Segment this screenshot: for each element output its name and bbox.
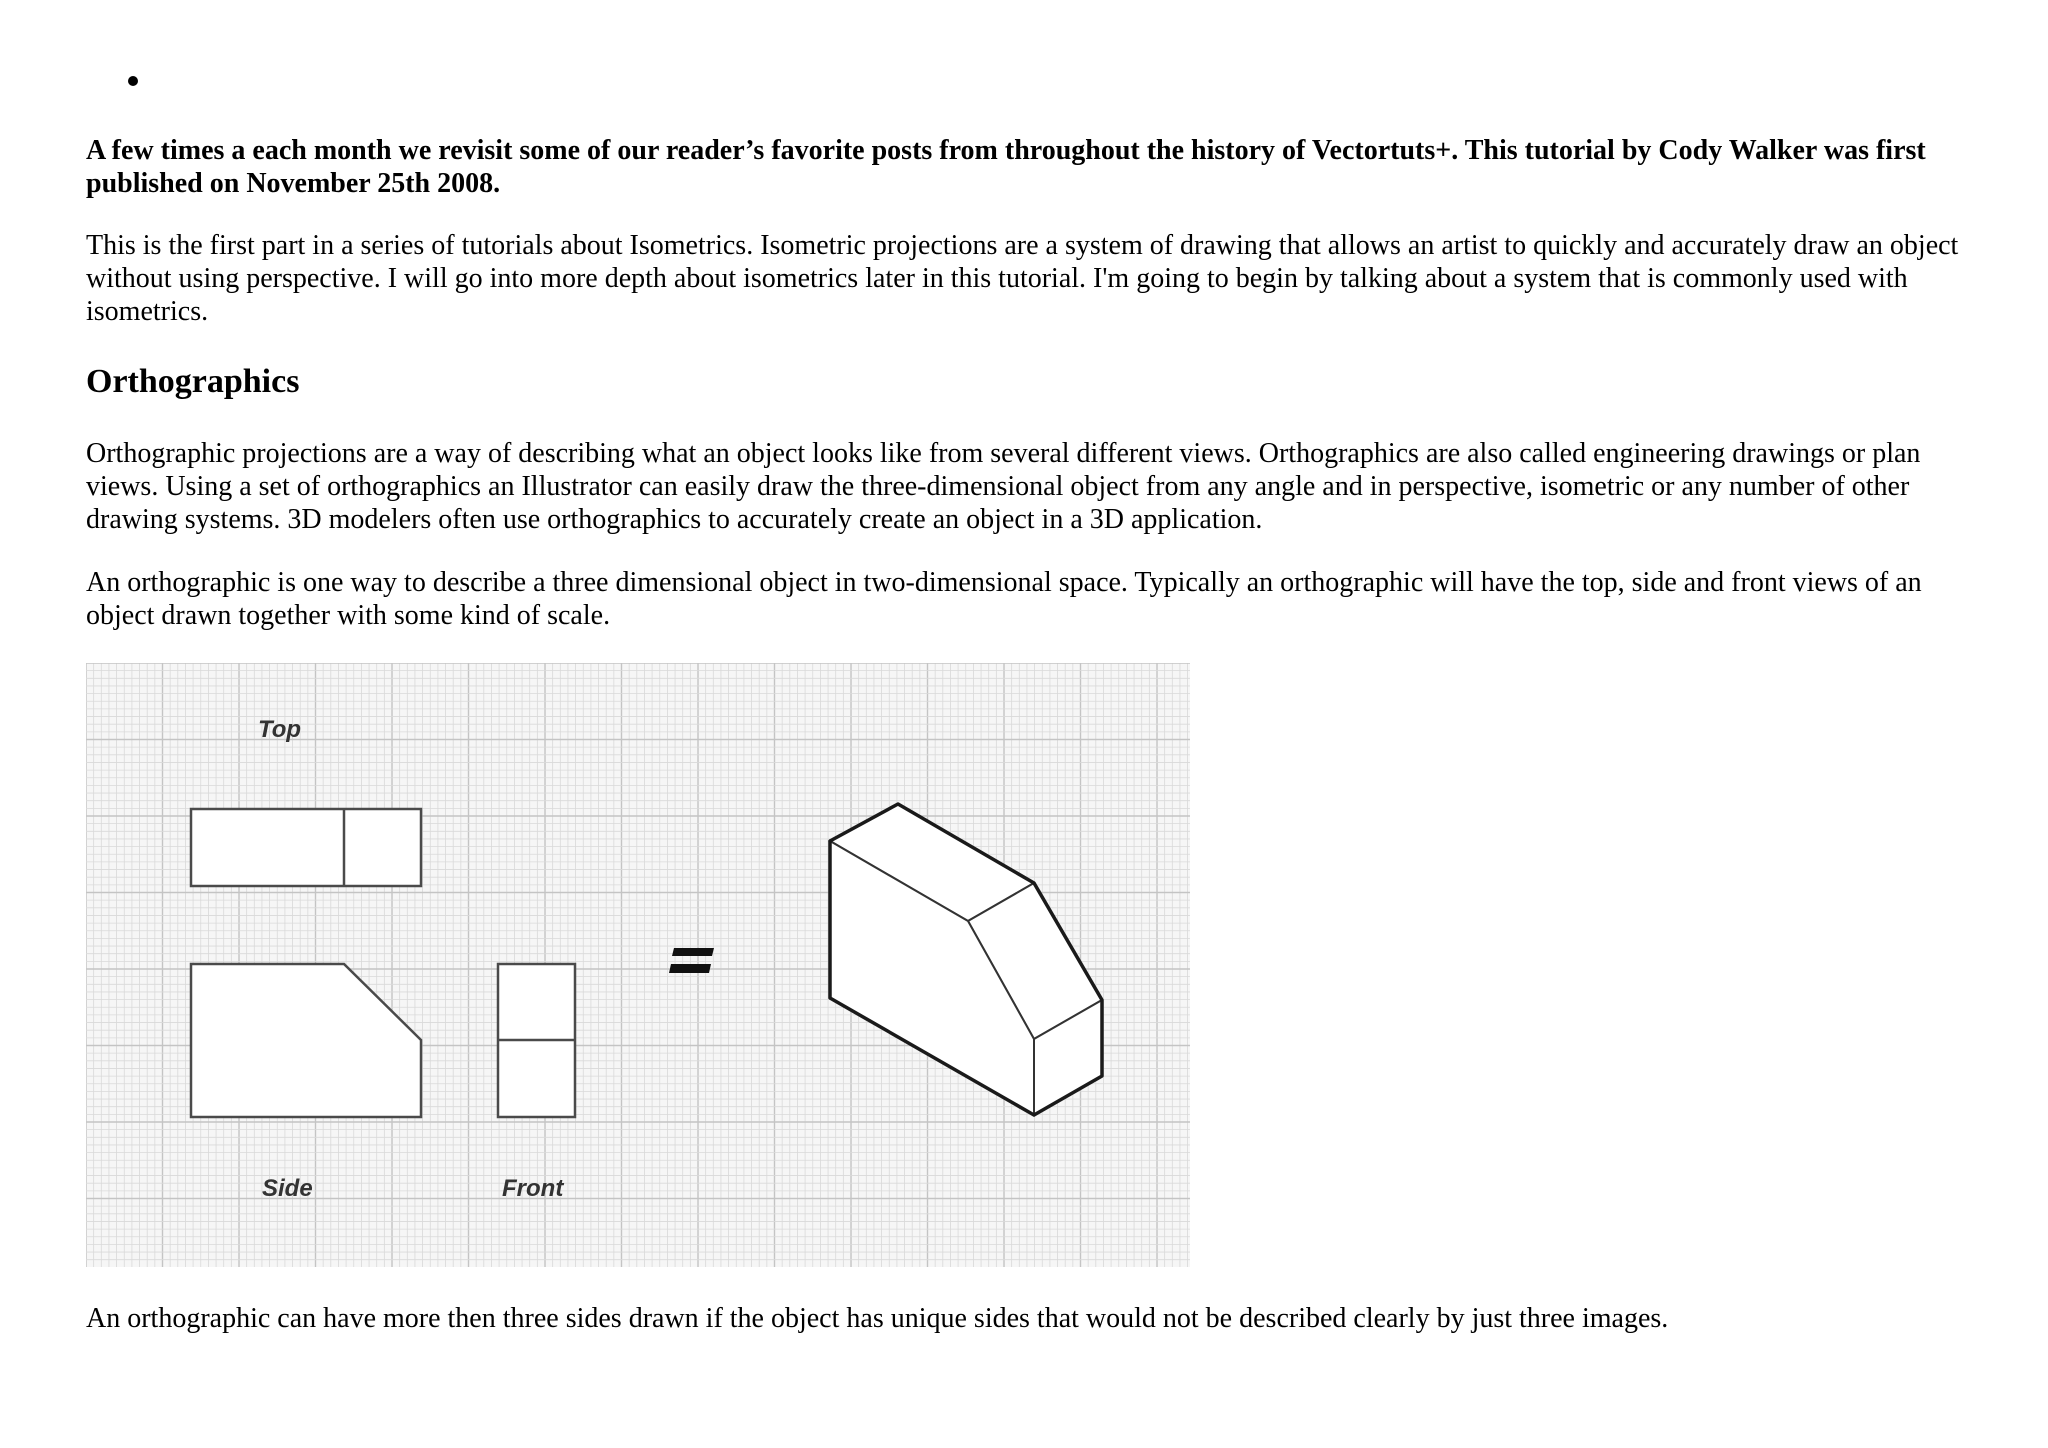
top-label: Top [258,716,302,743]
orthographic-diagram [86,663,1190,1267]
paragraph-orthographic-projections: Orthographic projections are a way of describing what an object looks like from several different views. Orthographics are also called engineering drawings or plan views. Using a set of orthographics an Illustrator can easily draw the three-dimensional object from any angle and in perspective, isometric or any number of other drawing systems. 3D modelers often use orthographics to accurately create an object in a 3D application. [86,438,1921,535]
paragraph-isometrics-intro: This is the first part in a series of tutorials about Isometrics. Isometric projections are a system of drawing that allows an artist to quickly and accurately draw an object without using perspective. I will go into more depth about isometrics later in this tutorial. I'm going to begin by talking about a system that is commonly used with isometrics. [86,230,1959,327]
front-view [498,964,575,1117]
list-bullet [128,76,138,86]
top-view [191,809,421,886]
intro-paragraph: A few times a each month we revisit some of our reader’s favorite posts from throughout the history of Vectortuts+. This tutorial by Cody Walker was first published on November 25th 2008. [86,135,1926,199]
orthographic-figure [86,663,1190,1267]
front-label: Front [502,1175,564,1202]
side-label: Side [262,1175,313,1202]
section-heading: Orthographics [86,363,300,400]
paragraph-more-sides: An orthographic can have more then three sides drawn if the object has unique sides that would not be described clearly by just three images. [86,1303,1669,1334]
paragraph-orthographic-description: An orthographic is one way to describe a three dimensional object in two-dimensional space. Typically an orthographic will have the top, side and front views of an object drawn together with some kind of scale. [86,567,1922,631]
